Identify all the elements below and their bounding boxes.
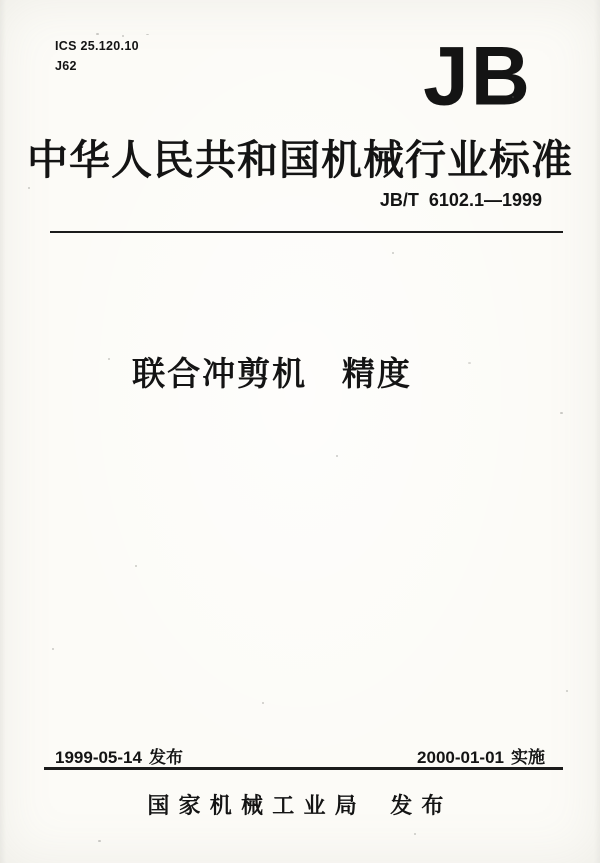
footer-dates-row	[55, 743, 545, 768]
implementation-date-group	[417, 743, 545, 768]
document-title-part2: 精度	[341, 355, 412, 392]
jb-logo: JB	[423, 30, 532, 123]
publisher-line	[0, 789, 600, 820]
implementation-label: 实施	[511, 748, 545, 767]
standard-category-title: 中华人民共和国机械行业标准	[27, 137, 573, 183]
issue-date-group	[55, 743, 183, 768]
issue-date: 1999-05-14	[55, 748, 142, 767]
document-title-part1: 联合冲剪机	[132, 355, 308, 392]
footer-rule	[44, 767, 563, 770]
issue-label: 发布	[148, 748, 183, 767]
ics-block	[55, 36, 139, 76]
publish-label: 发布	[390, 793, 453, 818]
document-title	[0, 348, 572, 395]
header-rule	[50, 231, 563, 233]
classification-code: J62	[55, 59, 77, 73]
standard-number: JB/T 6102.1—1999	[379, 190, 542, 210]
implementation-date: 2000-01-01	[417, 748, 504, 767]
ics-code: ICS 25.120.10	[55, 39, 139, 53]
publisher-name: 国家机械工业局	[147, 793, 366, 818]
